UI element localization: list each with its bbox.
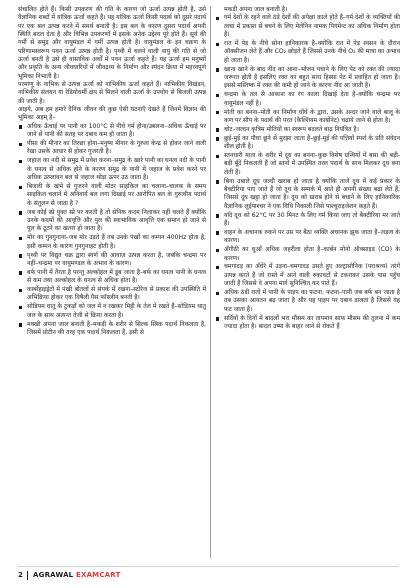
- bullet-item: चन्द्रमा के तल से आकाश का रंग काला दिखाई देता है–क्योंकि चन्द्रमा पर वायुमंडल नहीं है।: [215, 91, 400, 108]
- bullet-item: रात में पेड़ के नीचे सोना हानिकारक है–क्योंकि रात में पेड़ श्वसन के दौरान ऑक्सीजन लेते हैं और CO₂ छोड़ते हैं जिससे उनके नीचे O₂ की मात्रा का अभाव हो जाता है।: [215, 40, 400, 65]
- column-divider: [210, 6, 211, 558]
- bullet-item: मोती का बनना–मोती का निर्माण घोंघे के द्वारा, उसके अन्दर जाने वाले बालू के कण पर सीप के पदार्थ की परत (कैल्शियम कार्बोनेट) चढ़ाये जाने से होता है।: [215, 109, 400, 126]
- left-intro: [18, 6, 206, 123]
- bullet-item: बर्फ पानी में तैरता है परन्तु अल्कोहल में डूब जाता है–बर्फ का घनत्व पानी के घनत्व से कम तथा अल्कोहल के घनत्व से अधिक होता है।: [18, 269, 206, 286]
- bullet-item: अधिक ऊँचाई पर पानी का 100°C से नीचे गर्म होना/उबलना–अधिक ऊँचाई पर जाने से पानी की सतह पर दबाव कम हो जाता है।: [18, 123, 206, 140]
- paragraph-nuclear: परमाणु के नाभिक से उत्पन्न ऊर्जा को नाभिकीय ऊर्जा कहते हैं। नाभिकीय विखंडन, नाभिकीय संलयन या रेडियोधर्मी क्षय से मिलने वाली ऊर्जा के उपयोग से बिजली उत्पन्न की जाती है।: [18, 81, 206, 105]
- left-bullet-list: [18, 123, 206, 338]
- bullet-item: बिजली के खंभे से गुजरने वाली मोटर साइकिल का चलाना–चालक के समय साइकिल चलाने में अनिवार्य बल लगा दिखाई पर आरोपित बल के गुरुत्वीय पदार्थ के संतुलन से जाता है ?: [18, 183, 206, 208]
- publisher-brand: [33, 571, 121, 579]
- bullet-item: मक्खी अपना जाल बनाती है–मकड़ी के शरीर से सिल्क स्त्रिक पदार्थ निकलता है, जिसमें प्रोटीन की तरह एक पदार्थ निकलता है, इसी से: [18, 321, 206, 338]
- bullet-item: कार्बोहाइड्रेटों में पंखी बोतलों से संपर्क में रखना–स्टोरेज से प्रकाश की उपस्थिति में अभिक्रिया होकर एक विषैली गैस फॉस्जीन बनती है।: [18, 286, 206, 303]
- bullet-item: सोडियम धातु के टुकड़ों को जल में न रखकर मिट्टी के तेल में रखते हैं–सोडियम धातु जल के साथ अत्यन्त तेजी से क्रिया करता है।: [18, 303, 206, 320]
- bullet-item: स्तनधारी माता के शरीर में दूध का बनना–कुछ विशेष ग्रन्थियों में बसा की बड़ी-बड़ी बूँदें निकलती हैं जो स्तनों में उपस्थित तरल पदार्थ के साथ मिलकर दूध बना लेती हैं।: [215, 152, 400, 177]
- continuation-text: मकड़ी अपना जाल बनाती है।: [224, 6, 288, 13]
- page-number: 2: [18, 571, 23, 579]
- bullet-item: जब कोई स्प्रे युक्त स्प्रे पर करती है तो सेनिक कदम निलाकर नहीं चलते हैं क्योंकि उनके कदमों की आवृत्ति और पुल की स्वाभाविक आवृत्ति एक समान हो जाने से पुल के टूटने का खतरा हो जाता है।: [18, 209, 206, 234]
- bullet-item: अँगीठी का धुआँ अधिक जहरीला होता है–कार्बन मोनो ऑक्साइड (CO) के कारण।: [215, 246, 400, 263]
- bullet-item: अधिक ठंडी रातों में पानी के पाइप का फटना: फटना–पानी जब बर्फ बन जाता है तब उसका आयतन बढ़ जाता है और यह पाइप पर दबाव डालता है जिससे वह फट जाता है।: [215, 289, 400, 314]
- bullet-item: चोट–जल्दन कृत्रिम मोतियों का स्वरूप बदलते बाढ़ नियंत्रित है।: [215, 126, 400, 134]
- bullet-item: गर्म देशों के रहने वाले ठंडे देशों की अपेक्षा काले होते हैं–गर्म देशों के व्यक्तियों की त्वचा में प्रकाश से बचने के लिए मेलेनिन नामक पिगमेन्ट का अधिक निर्माण होता है।: [215, 14, 400, 39]
- right-column: [215, 6, 400, 332]
- bullet-item: बिना उबाले दूध जल्दी खराब हो जाता है क्योंकि ताजे दूध में कई प्रकार के बैक्टीरिया पाए जाते हैं जो दूध के सम्पर्क में आते ही अपनी संख्या बढ़ा लेते हैं, जिससे दूध खट्टा हो जाता है। दूध को खराब होने से बचाने के लिए हानिकारिक वैज्ञानिक लुईपाश्चर ने एक विधि निकाली जिसे पाश्चुराइजेशन कहते हैं।: [215, 178, 400, 211]
- bullet-item: चमगादड़ का अँधेरे में उड़ना–चमगादड़ उसते हुए अल्ट्रासोनिक (पराश्रव्य) तरंगें उत्पन्न करते हैं जो रास्ते में आने वाली रुकावटों से टकराकर उसके पास पहुँच जाती हैं जिससे वे अपना मार्ग सुनिश्चित कर पाते हैं।: [215, 263, 400, 288]
- bullet-item: पृथ्वी पर विद्युत चक्र द्वारा स्वर्ण की आवाज़ उत्पन्न करता है, जबकि चन्द्रमा पर नहीं–चन्द्रमा पर वायुमण्डल के अभाव के कारण।: [18, 252, 206, 269]
- paragraph-daily-life: आइये, अब हम हमारे दैनिक जीवन की कुछ ऐसी घटनाएँ देखते हैं जिनमें विज्ञान की भूमिका अहम् है–: [18, 106, 206, 122]
- brand-prefix: AGRAWAL: [33, 571, 76, 579]
- left-column: [18, 6, 206, 338]
- footer-separator: [27, 571, 28, 580]
- footer-rule: [18, 566, 398, 567]
- bullet-item: छुई-मुई का पौधा छूने से मुरझा जाता है–छुई-मुई की पत्तियों स्पर्श के प्रति संवेदन शील होती है।: [215, 135, 400, 152]
- bullet-item: यदि दूध को 62°C पर 30 मिनट के लिए गर्म किया जाए तो बैक्टीरिया मर जाते हैं।: [215, 212, 400, 229]
- bullet-item: खाना खाने के बाद नींद का आना–भोजन पचाने के लिए पेट को रक्त की ज्यादा जरूरत होती है इसलिए रक्त का बहुत सारा हिस्सा पेट में प्रवाहित हो जाता है। इससे मस्तिष्क में रक्त की कमी हो जाने के कारण नींद आ जाती है।: [215, 66, 400, 91]
- bullet-item: वाहन के अचानक रुकने पर उस पर बैठा व्यक्ति अचानक झुक जाता है–जड़त्व के कारण।: [215, 229, 400, 246]
- right-bullet-list: [215, 14, 400, 331]
- bullet-item: सर्दियों के दिनों में बादलों भरा मौसम का तापमान साफ मौसम की तुलना में कम ज्यादा होता है। बादल उष्मा के बाहर जाने से रोकते हैं: [215, 315, 400, 332]
- bullet-item: मोर का गुनगुनाना–जब मोर उड़ते हैं तब उनके पंखों का कम्पन 400Hz होता है, इसी कम्पन के कारण गुनगुनाहट होती है।: [18, 234, 206, 251]
- page-footer: [0, 566, 416, 588]
- bullet-item: जहाज का नदी से समुद्र में प्रवेश करना–समुद्र के खारे पानी का घनत्व नदी के पानी के घनत्व से अधिक होने के कारण समुद्र के पानी में जहाज के प्रवेश करने पर अधिक उत्प्लावन बल से जहाज थोड़ा ऊपर उठ जाता है।: [18, 157, 206, 182]
- bullet-item: पीसा की मीनार का तिरछा होना–मनुष्य मीनार के गुरुत्व केन्द्र से होकर जाने वाली रेखा उसके आधार से होकर गुजरती है।: [18, 140, 206, 157]
- paragraph-energy: संचालित होते हैं। किसी उपकरण की गति के कारण जो ऊर्जा उत्पन्न होती है, उसे वैज्ञानिक शब्दों में यांत्रिक ऊर्जा कहते हैं। यह यांत्रिक ऊर्जा किसी पदार्थ को दूसरे पदार्थ पर एक बल उत्पन्न करने में समर्थ बनाती है। इस बल के कारण दूसरा पदार्थ अपनी स्थिति बदल देता है और विभिन्न उपकरणों में इसके अनेक उद्देश्य पूरे होते हैं। सूर्य की गर्मी से समुद्र और वायुमंडल में गर्मी उत्पन्न होती है। वायुमंडल के इन चक्रण के परिणामस्वरूप पवन ऊर्जा उत्पन्न होती है। पृथ्वी में चलने वाली वायु की गति से जो ऊर्जा बनती है उसे ही वास्तविक अर्थों में पवन ऊर्जा कहते हैं। यह ऊर्जा हम मनुष्यों और प्रकृति के अन्य जीवधारियों में जीवद्रव्य के निर्माण और स्पंदन क्रिया में महत्त्वपूर्ण भूमिका निभाती है।: [18, 6, 206, 80]
- brand-suffix: EXAMCART: [75, 571, 121, 579]
